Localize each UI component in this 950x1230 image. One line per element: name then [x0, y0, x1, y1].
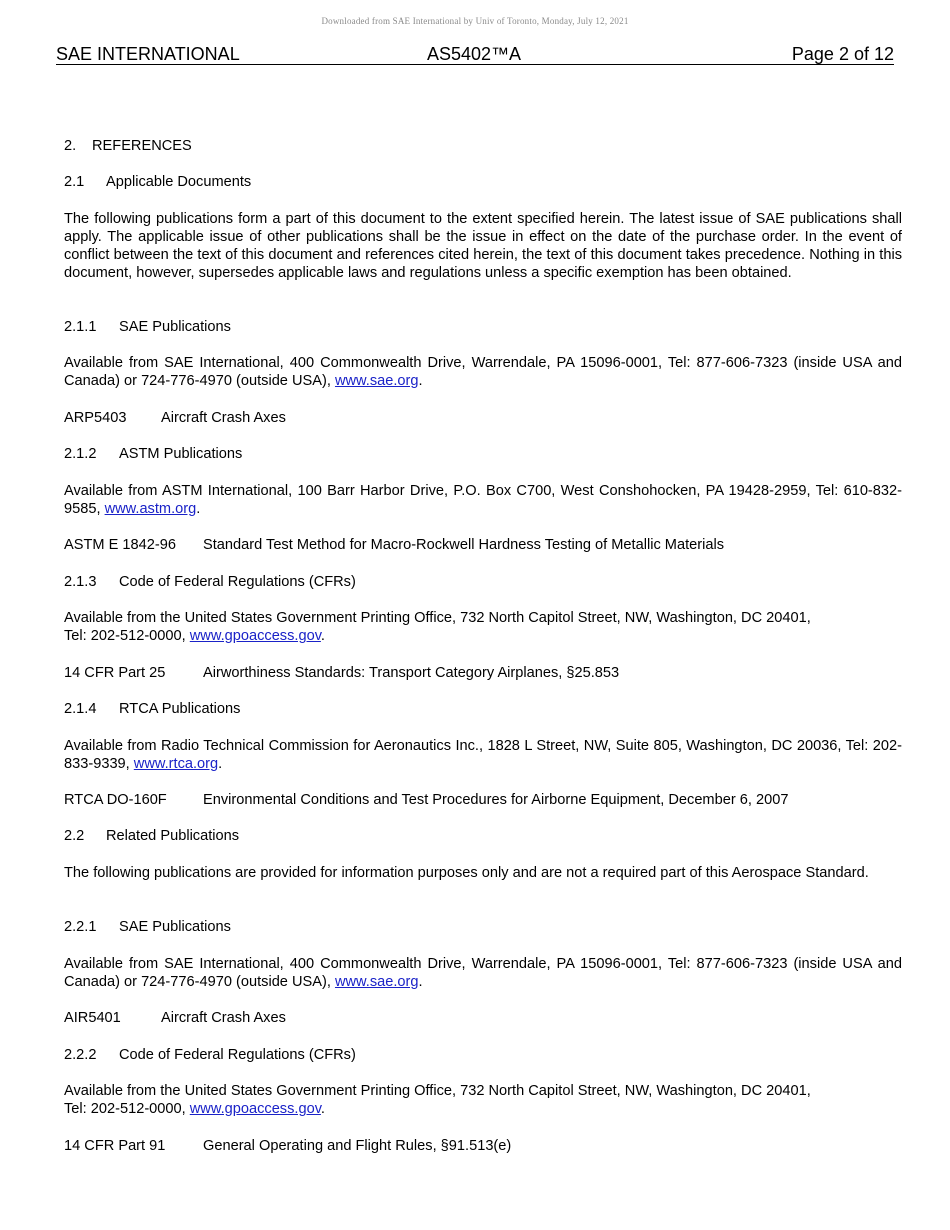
section-2-2-2-heading — [64, 1046, 902, 1064]
reference-title: Standard Test Method for Macro-Rockwell Hardness Testing of Metallic Materials — [203, 537, 724, 553]
section-2-1-3-paragraph — [64, 609, 902, 645]
reference-entry — [64, 664, 902, 682]
section-2-2-heading — [64, 827, 902, 845]
section-title: Code of Federal Regulations (CFRs) — [119, 574, 356, 590]
section-2-2-1-paragraph — [64, 955, 902, 991]
section-2-1-4-heading — [64, 700, 902, 718]
section-number: 2.2.1 — [64, 919, 97, 935]
section-number: 2.1.3 — [64, 574, 97, 590]
astm-website-link[interactable]: www.astm.org — [104, 501, 197, 517]
section-2-1-2-heading — [64, 445, 902, 463]
section-title: SAE Publications — [119, 319, 231, 335]
header-document-number: AS5402™A — [427, 44, 522, 64]
section-2-1-2-paragraph — [64, 482, 902, 518]
section-2-1-4-paragraph — [64, 737, 902, 773]
section-2-2-2-paragraph — [64, 1082, 902, 1118]
reference-id: 14 CFR Part 91 — [64, 1138, 166, 1154]
reference-id: RTCA DO-160F — [64, 792, 167, 808]
availability-text-line-2 — [64, 1100, 902, 1118]
period: . — [320, 628, 325, 644]
page-header — [56, 44, 894, 65]
reference-id: ASTM E 1842-96 — [64, 537, 176, 553]
availability-text: Available from SAE International, 400 Commonwealth Drive, Warrendale, PA 15096-0001, Tel: 877-606-7323 (inside USA and Canada) or 724-776-4970 (outside USA), — [64, 956, 902, 990]
section-number: 2.2.2 — [64, 1047, 97, 1063]
availability-text-line-2 — [64, 627, 902, 645]
reference-title: Aircraft Crash Axes — [161, 1010, 286, 1026]
reference-id: AIR5401 — [64, 1010, 121, 1026]
section-number: 2.1.1 — [64, 319, 97, 335]
section-number: 2.1.4 — [64, 701, 97, 717]
section-title: Code of Federal Regulations (CFRs) — [119, 1047, 356, 1063]
section-title: Applicable Documents — [106, 174, 252, 190]
rtca-website-link[interactable]: www.rtca.org — [133, 756, 219, 772]
reference-entry — [64, 409, 902, 427]
availability-text: Available from Radio Technical Commission for Aeronautics Inc., 1828 L Street, NW, Suite 805, Washington, DC 20036, Tel: 202-833-9339, — [64, 738, 902, 772]
section-title: Related Publications — [106, 828, 240, 844]
reference-title: Aircraft Crash Axes — [161, 410, 286, 426]
section-title: RTCA Publications — [119, 701, 241, 717]
telephone-text: Tel: 202-512-0000, — [64, 628, 190, 644]
download-watermark: Downloaded from SAE International by Univ of Toronto, Monday, July 12, 2021 — [321, 16, 629, 26]
reference-title: Airworthiness Standards: Transport Category Airplanes, §25.853 — [203, 665, 620, 681]
section-2-2-1-heading — [64, 918, 902, 936]
section-number: 2.1 — [64, 174, 85, 190]
reference-entry — [64, 791, 902, 809]
reference-entry — [64, 1009, 902, 1027]
sae-website-link[interactable]: www.sae.org — [334, 373, 419, 389]
section-title: REFERENCES — [92, 138, 192, 154]
header-page-number: Page 2 of 12 — [791, 44, 894, 64]
section-2-1-1-heading — [64, 318, 902, 336]
availability-text-line-1: Available from the United States Government Printing Office, 732 North Capitol Street, NW, Washington, DC 20401, — [64, 1083, 811, 1099]
reference-title: Environmental Conditions and Test Procedures for Airborne Equipment, December 6, 2007 — [203, 792, 789, 808]
gpo-website-link[interactable]: www.gpoaccess.gov — [189, 628, 321, 644]
section-title: SAE Publications — [119, 919, 231, 935]
section-title: ASTM Publications — [119, 446, 243, 462]
section-2-1-paragraph: The following publications form a part of this document to the extent specified herein. The latest issue of SAE publications shall apply. The applicable issue of other publications shall be the issue in effect on the date of the purchase order. In the event of conflict between the text of this document and references cited herein, the text of this document takes precedence. Nothing in this document, however, supersedes applicable laws and regulations unless a specific exemption has been obtained. — [64, 211, 902, 281]
section-number: 2.2 — [64, 828, 85, 844]
period: . — [418, 373, 423, 389]
section-2-1-heading — [64, 173, 902, 191]
reference-id: 14 CFR Part 25 — [64, 665, 166, 681]
reference-entry — [64, 1137, 902, 1155]
period: . — [196, 501, 201, 517]
section-2-2-paragraph: The following publications are provided for information purposes only and are not a required part of this Aerospace Standard. — [64, 865, 869, 881]
telephone-text: Tel: 202-512-0000, — [64, 1101, 190, 1117]
section-2-1-1-paragraph — [64, 354, 902, 390]
section-number: 2. — [64, 138, 77, 154]
reference-title: General Operating and Flight Rules, §91.513(e) — [203, 1138, 512, 1154]
section-2-1-3-heading — [64, 573, 902, 591]
header-publisher: SAE INTERNATIONAL — [56, 44, 240, 64]
period: . — [320, 1101, 325, 1117]
availability-text: Available from ASTM International, 100 Barr Harbor Drive, P.O. Box C700, West Conshohocken, PA 19428-2959, Tel: 610-832-9585, — [64, 483, 902, 517]
availability-text: Available from SAE International, 400 Commonwealth Drive, Warrendale, PA 15096-0001, Tel: 877-606-7323 (inside USA and Canada) or 724-776-4970 (outside USA), — [64, 355, 902, 389]
section-2-heading — [64, 137, 902, 155]
availability-text-line-1: Available from the United States Government Printing Office, 732 North Capitol Street, NW, Washington, DC 20401, — [64, 610, 811, 626]
sae-website-link[interactable]: www.sae.org — [334, 974, 419, 990]
reference-entry — [64, 536, 902, 554]
reference-id: ARP5403 — [64, 410, 127, 426]
section-number: 2.1.2 — [64, 446, 97, 462]
gpo-website-link[interactable]: www.gpoaccess.gov — [189, 1101, 321, 1117]
period: . — [418, 974, 423, 990]
period: . — [218, 756, 223, 772]
